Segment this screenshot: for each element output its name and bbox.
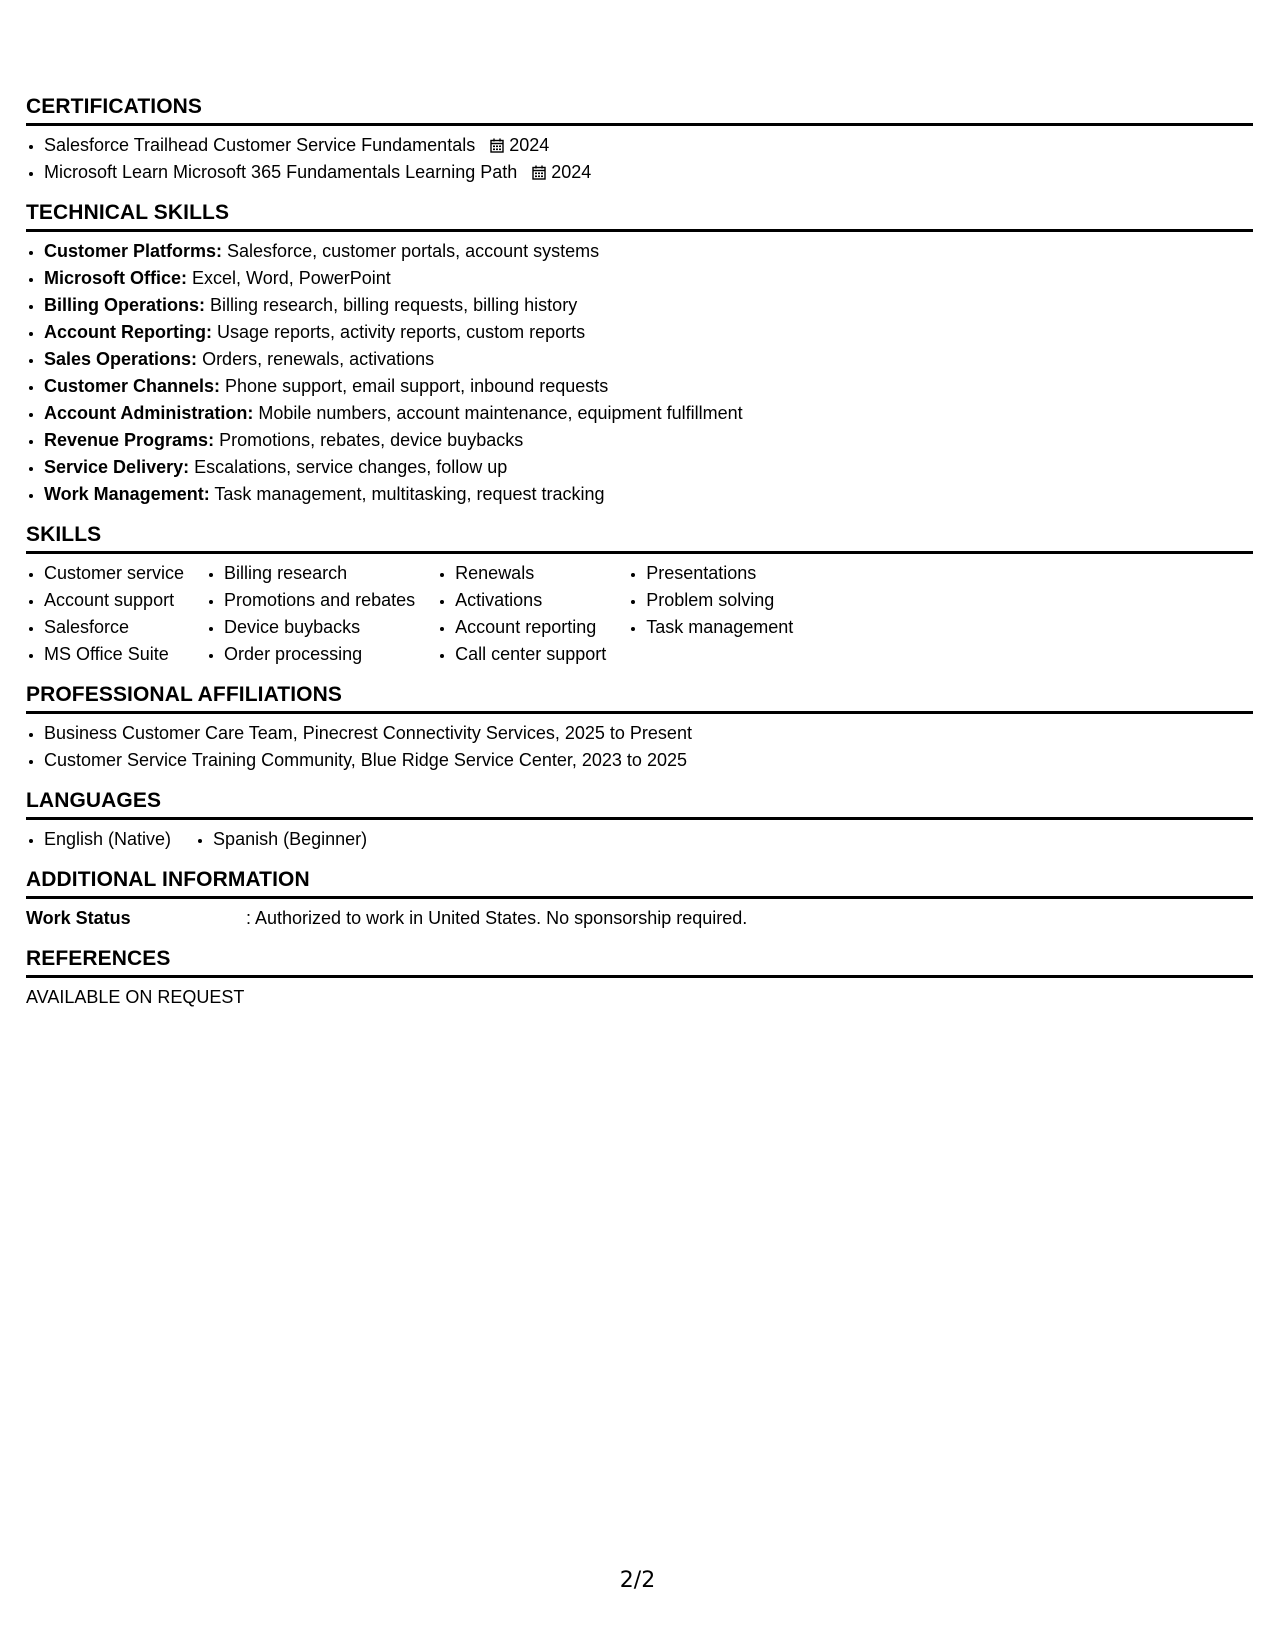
- list-item: • Account reporting: [455, 614, 606, 641]
- list-item: • Presentations: [646, 560, 793, 587]
- technical-skills-list: [26, 238, 1253, 508]
- list-item: • Problem solving: [646, 587, 793, 614]
- skill-category: Account Administration:: [44, 403, 254, 423]
- list-item: [44, 292, 1253, 319]
- skill-category: Microsoft Office:: [44, 268, 188, 288]
- list-item: [44, 132, 1253, 159]
- skills-columns: [26, 560, 1253, 668]
- skills-column-2: [206, 560, 415, 668]
- list-item: • Account support: [44, 587, 184, 614]
- list-item: • Business Customer Care Team, Pinecrest Connectivity Services, 2025 to Present: [44, 720, 1253, 747]
- list-item: [44, 159, 1253, 186]
- certifications-section: [26, 94, 1253, 186]
- work-status-row: [26, 905, 1253, 932]
- page-number: 2/2: [619, 1568, 656, 1593]
- languages-section: [26, 788, 1253, 853]
- affiliations-list: [26, 720, 1253, 774]
- skills-section: [26, 522, 1253, 668]
- skill-category: Customer Channels:: [44, 376, 221, 396]
- list-item: • English (Native): [44, 826, 171, 853]
- list-item: [44, 427, 1253, 454]
- list-item: • Call center support: [455, 641, 606, 668]
- list-item: [44, 238, 1253, 265]
- section-title-technical-skills: TECHNICAL SKILLS: [26, 200, 1253, 232]
- skill-category: Sales Operations:: [44, 349, 198, 369]
- skill-details: Escalations, service changes, follow up: [189, 457, 508, 477]
- section-title-skills: SKILLS: [26, 522, 1253, 554]
- skill-category: Revenue Programs:: [44, 430, 215, 450]
- list-item: • Activations: [455, 587, 606, 614]
- section-title-affiliations: PROFESSIONAL AFFILIATIONS: [26, 682, 1253, 714]
- skill-details: Promotions, rebates, device buybacks: [214, 430, 524, 450]
- list-item: • Billing research: [224, 560, 415, 587]
- affiliations-section: [26, 682, 1253, 774]
- resume-page: [26, 94, 1253, 1025]
- skill-category: Customer Platforms:: [44, 241, 223, 261]
- certification-name: Salesforce Trailhead Customer Service Fundamentals: [44, 135, 476, 155]
- skill-details: Excel, Word, PowerPoint: [187, 268, 391, 288]
- list-item: • Customer Service Training Community, Blue Ridge Service Center, 2023 to 2025: [44, 747, 1253, 774]
- skills-column-1: [26, 560, 184, 668]
- certification-name: Microsoft Learn Microsoft 365 Fundamentals Learning Path: [44, 162, 518, 182]
- references-text: AVAILABLE ON REQUEST: [26, 987, 245, 1007]
- skill-category: Account Reporting:: [44, 322, 212, 342]
- list-item: [44, 400, 1253, 427]
- list-item: • Device buybacks: [224, 614, 415, 641]
- technical-skills-section: [26, 200, 1253, 508]
- list-item: [44, 373, 1253, 400]
- section-title-certifications: CERTIFICATIONS: [26, 94, 1253, 126]
- work-status-value: : Authorized to work in United States. No sponsorship required.: [246, 908, 748, 928]
- section-title-references: REFERENCES: [26, 946, 1253, 978]
- calendar-icon: [490, 138, 504, 153]
- skills-column-4: [628, 560, 793, 668]
- list-item: [44, 481, 1253, 508]
- section-title-additional-info: ADDITIONAL INFORMATION: [26, 867, 1253, 899]
- list-item: • Renewals: [455, 560, 606, 587]
- list-item: [44, 454, 1253, 481]
- certifications-list: [26, 132, 1253, 186]
- references-section: [26, 946, 1253, 1011]
- calendar-icon: [532, 165, 546, 180]
- additional-info-section: [26, 867, 1253, 932]
- certification-year: 2024: [551, 162, 592, 182]
- skill-details: Orders, renewals, activations: [197, 349, 435, 369]
- skill-details: Salesforce, customer portals, account systems: [222, 241, 600, 261]
- languages-row: [26, 826, 1253, 853]
- list-item: • Task management: [646, 614, 793, 641]
- skill-details: Mobile numbers, account maintenance, equipment fulfillment: [253, 403, 743, 423]
- list-item: [44, 319, 1253, 346]
- skills-column-3: [437, 560, 606, 668]
- skill-details: Billing research, billing requests, billing history: [205, 295, 578, 315]
- list-item: • Promotions and rebates: [224, 587, 415, 614]
- list-item: • Customer service: [44, 560, 184, 587]
- work-status-label: Work Status: [26, 908, 131, 928]
- list-item: [44, 265, 1253, 292]
- skill-category: Service Delivery:: [44, 457, 190, 477]
- section-title-languages: LANGUAGES: [26, 788, 1253, 820]
- list-item: • Salesforce: [44, 614, 184, 641]
- list-item: • MS Office Suite: [44, 641, 184, 668]
- list-item: • Order processing: [224, 641, 415, 668]
- list-item: [44, 346, 1253, 373]
- certification-year: 2024: [509, 135, 550, 155]
- skill-details: Usage reports, activity reports, custom reports: [212, 322, 586, 342]
- skill-details: Phone support, email support, inbound requests: [220, 376, 609, 396]
- skill-details: Task management, multitasking, request tracking: [209, 484, 605, 504]
- skill-category: Work Management:: [44, 484, 210, 504]
- list-item: • Spanish (Beginner): [213, 826, 367, 853]
- skill-category: Billing Operations:: [44, 295, 206, 315]
